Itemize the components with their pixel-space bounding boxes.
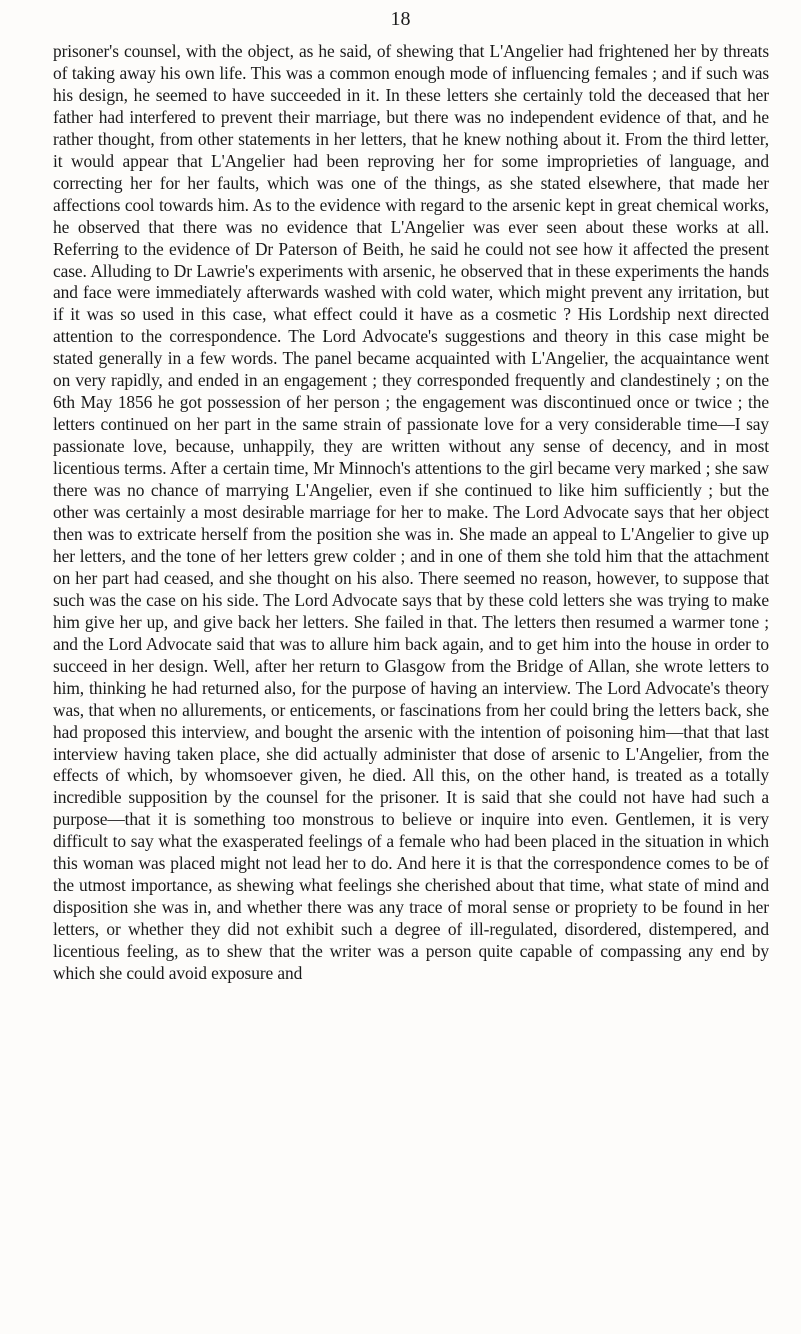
- body-paragraph: prisoner's counsel, with the object, as he said, of shewing that L'Angelier had frightened her by threats of taking away his own life. This was a common enough mode of influencing females ; and if such was his design, he seemed to have succeeded in it. In these letters she certainly told the deceased that her father had interfered to prevent their marriage, but there was no independent evidence of that, and he rather thought, from other statements in her letters, that he knew nothing about it. From the third letter, it would appear that L'Angelier had been reproving her for some improprieties of language, and correcting her for her faults, which was one of the things, as she stated elsewhere, that made her affections cool towards him. As to the evidence with regard to the arsenic kept in great chemical works, he observed that there was no evidence that L'Angelier was ever seen about these works at all. Referring to the evidence of Dr Paterson of Beith, he said he could not see how it affected the present case. Alluding to Dr Lawrie's experiments with arsenic, he observed that in these experiments the hands and face were immediately afterwards washed with cold water, which might prevent any irritation, but if it was so used in this case, what effect could it have as a cosmetic ? His Lordship next directed attention to the correspondence. The Lord Advocate's suggestions and theory in this case might be stated generally in a few words. The panel became acquainted with L'Angelier, the acquaintance went on very rapidly, and ended in an engagement ; they corresponded frequently and clandestinely ; on the 6th May 1856 he got possession of her person ; the engagement was discontinued once or twice ; the letters continued on her part in the same strain of passionate love for a very considerable time—I say passionate love, because, unhappily, they are written without any sense of decency, and in most licentious terms. After a certain time, Mr Minnoch's attentions to the girl became very marked ; she saw there was no chance of marrying L'Angelier, even if she continued to like him sufficiently ; but the other was certainly a most desirable marriage for her to make. The Lord Advocate says that her object then was to extricate herself from the position she was in. She made an appeal to L'Angelier to give up her letters, and the tone of her letters grew colder ; and in one of them she told him that the attachment on her part had ceased, and she thought on his also. There seemed no reason, however, to suppose that such was the case on his side. The Lord Advocate says that by these cold letters she was trying to make him give her up, and give back her letters. She failed in that. The letters then resumed a warmer tone ; and the Lord Advocate said that was to allure him back again, and to get him into the house in order to succeed in her design. Well, after her return to Glasgow from the Bridge of Allan, she wrote letters to him, thinking he had returned also, for the purpose of having an interview. The Lord Advocate's theory was, that when no allurements, or enticements, or fascinations from her could bring the letters back, she had proposed this interview, and bought the arsenic with the intention of poisoning him—that that last interview having taken place, she did actually administer that dose of arsenic to L'Angelier, from the effects of which, by whomsoever given, he died. All this, on the other hand, is treated as a totally incredible supposition by the counsel for the prisoner. It is said that she could not have had such a purpose—that it is something too monstrous to believe or inquire into even. Gentlemen, it is very difficult to say what the exasperated feelings of a female who had been placed in the situation in which this woman was placed might not lead her to do. And here it is that the correspondence comes to be of the utmost importance, as shewing what feelings she cherished about that time, what state of mind and disposition she was in, and whether there was any trace of moral sense or propriety to be found in her letters, or whether they did not exhibit such a degree of ill-regulated, disordered, distempered, and licentious feeling, as to shew that the writer was a person quite capable of compassing any end by which she could avoid exposure and: [53, 41, 769, 984]
- page-number: 18: [390, 8, 411, 30]
